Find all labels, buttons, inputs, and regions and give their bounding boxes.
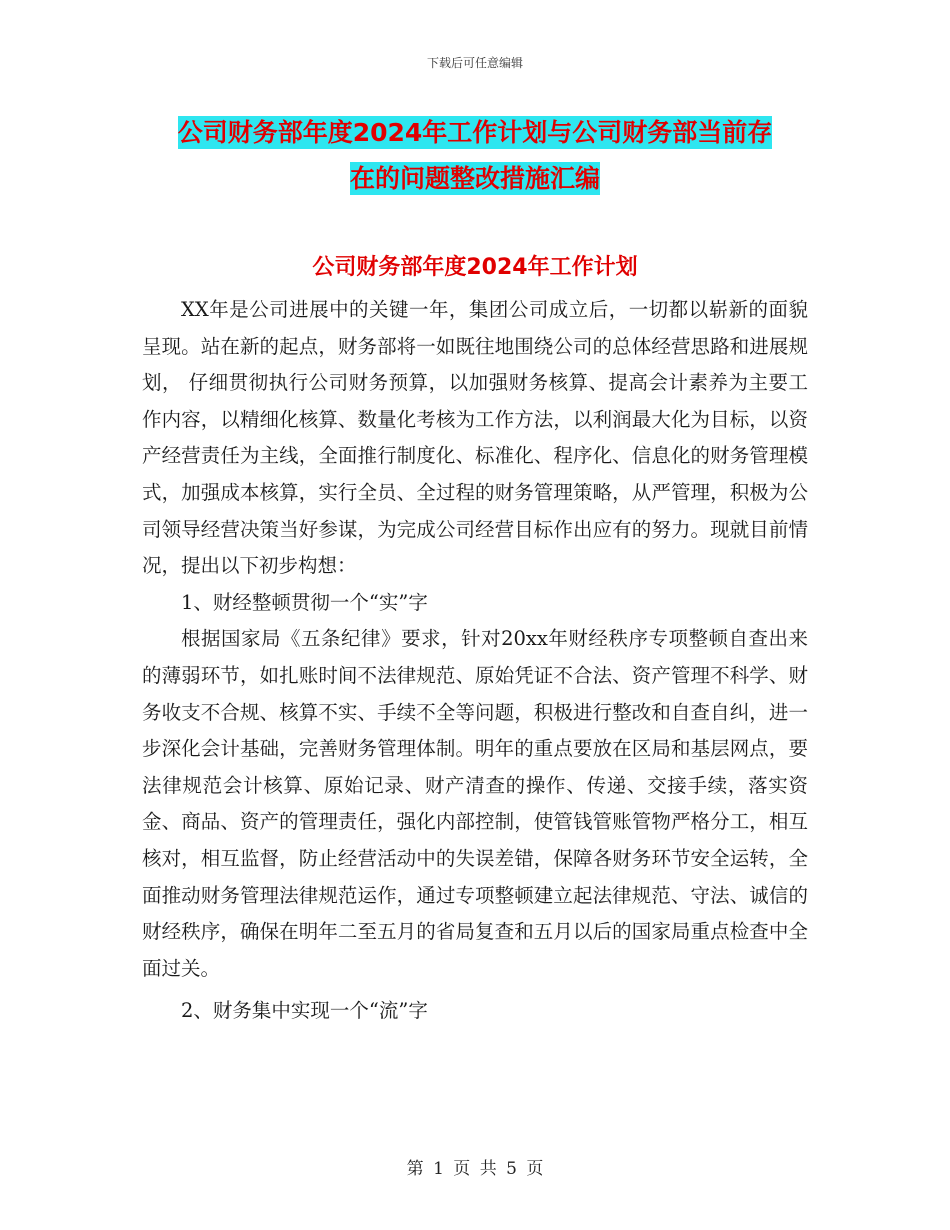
header-note: 下载后可任意编辑 [426,56,523,70]
paragraph-heading-2: 2、财务集中实现一个“流”字 [181,999,428,1023]
paragraph-item-1: 根据国家局《五条纪律》要求，针对20xx年财经秩序专项整顿自查出来的薄弱环节，如扎账时间不法律规范、原始凭证不合法、资产管理不科学、财务收支不合规、核算不实、手续不全等问题，积极进行整改和自查自纠，进一步深化会计基础，完善财务管理体制。明年的重点要放在区局和基层网点，要法律规范会计核算、原始记录、财产清查的操作、传递、交接手续，落实资金、商品、资产的管理责任，强化内部控制，使管钱管账管物严格分工，相互核对，相互监督，防止经营活动中的失误差错，保障各财务环节安全运转，全面推动财务管理法律规范运作，通过专项整顿建立起法律规范、守法、诚信的财经秩序，确保在明年二至五月的省局复查和五月以后的国家局重点检查中全面过关。 [142,627,808,980]
paragraph-intro: XX年是公司进展中的关键一年，集团公司成立后，一切都以崭新的面貌呈现。站在新的起点，财务部将一如既往地围绕公司的总体经营思路和进展规划， 仔细贯彻执行公司财务预算，以加强财务核算、提高会计素养为主要工作内容，以精细化核算、数量化考核为工作方法，以利润最大化为目标，以资产经营责任为主线，全面推行制度化、标准化、程序化、信息化的财务管理模式，加强成本核算，实行全员、全过程的财务管理策略，从严管理，积极为公司领导经营决策当好参谋，为完成公司经营目标作出应有的努力。现就目前情况，提出以下初步构想： [142,298,808,578]
document-body [142,292,808,1030]
paragraph-heading-1: 1、财经整顿贯彻一个“实”字 [181,590,428,614]
page-footer: 第 1 页 共 5 页 [406,1159,544,1179]
title-line-1: 公司财务部年度2024年工作计划与公司财务部当前存 [177,118,773,147]
title-line-2: 在的问题整改措施汇编 [349,164,600,193]
section-title: 公司财务部年度2024年工作计划 [312,255,638,280]
document-title [140,110,810,202]
